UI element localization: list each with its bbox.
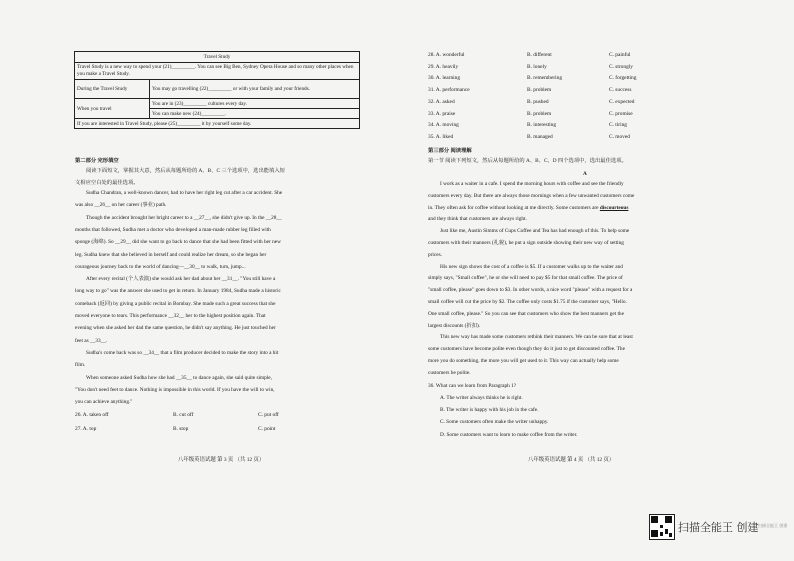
- passage-line: Just like me, Austin Simms of Cups Coffee and Tea has had enough of this. To help some: [440, 228, 630, 235]
- passage-line: One small coffee, please." So you can see that customers who show the best manners get the: [428, 310, 624, 317]
- instruction-line2: 文相应空白处的最佳选项。: [75, 180, 139, 186]
- passage-line: in. They often ask for coffee without looking at me directly. Some customers are discourteous: [428, 204, 629, 211]
- section-title-reading: 第三部分 阅读理解: [428, 148, 472, 154]
- option-34-b: B. interesting: [527, 122, 557, 129]
- section-title-cloze: 第二部分 完形填空: [75, 158, 119, 164]
- option-32-c: C. expected: [609, 98, 635, 105]
- passage-line: When someone asked Sudha how she had __35__ to dance again, she said quite simple,: [86, 374, 272, 381]
- table-row3-b: You can make new (24)_________.: [150, 109, 360, 119]
- passage-line: simply says, "Small coffee", he or she will need to pay $5 for that small coffee. The price of: [428, 275, 623, 282]
- reading-subtitle: 第一节 阅读下列短文，然后从每题所给的 A、B、C、D 四个选项中，选出最佳选项。: [428, 158, 627, 164]
- option-28-a: 28. A. wonderful: [428, 52, 465, 58]
- q27-b: B. stop: [173, 426, 189, 432]
- option-35-a: 35. A. liked: [428, 133, 454, 140]
- scanner-brand: 扫描全能王 创建: [678, 521, 759, 534]
- passage-line: largest discounts (折扣).: [428, 322, 481, 329]
- option-33-a: 33. A. praise: [428, 110, 456, 117]
- passage-line: sponge (海绵). So __29__ did she want to go back to dance that she had been fitted with her new: [75, 239, 281, 246]
- passage-line: more you do something, the more you will get used to it. This way can actually help some: [428, 358, 619, 364]
- option-29-a: 29. A. heavily: [428, 63, 459, 70]
- table-row4: If you are interested in Travel Study, please (25)_________ it by yourself some day.: [75, 119, 360, 129]
- option-34-a: 34. A. moving: [428, 122, 459, 129]
- passage-line: Sudha's come back was so __34__ that a film producer decided to make the story into a hit: [86, 349, 279, 356]
- option-35-c: C. moved: [609, 133, 630, 140]
- travel-study-table: [74, 51, 360, 129]
- q26-c: C. put off: [258, 412, 279, 418]
- passage-line: His new sign shows the cost of a coffee is $5. If a customer walks up to the waiter and: [440, 263, 623, 270]
- passage-line: leg. Sudha knew that she believed in herself and could realize her dream, so she began her: [75, 251, 267, 258]
- passage-line: After every recital (个人表演) she would ask her dad about her __31__. "You still have a: [86, 276, 276, 283]
- passage-line: prices.: [428, 251, 442, 258]
- passage-line: long way to go" was the answer she used to get in return. In January 1984, Sudha made a historic: [75, 288, 281, 295]
- q27-a: 27. A. top: [75, 426, 97, 432]
- passage-line: film.: [75, 362, 86, 369]
- q36-option: A. The writer always thinks he is right.: [440, 395, 523, 401]
- right-page: [397, 0, 794, 561]
- passage-line: This new way has made some customers rethink their manners. We can be sure that at least: [440, 334, 633, 341]
- passage-line: moved everyone to tears. This performance __32__ her to the highest position again. That: [75, 313, 266, 319]
- option-29-b: B. lonely: [527, 63, 547, 70]
- option-34-c: C. tiring: [609, 122, 627, 129]
- table-row2-label: During the Travel Study: [75, 80, 150, 99]
- option-32-a: 32. A. asked: [428, 98, 455, 105]
- q36-option: C. Some customers often make the writer unhappy.: [440, 419, 549, 426]
- option-33-c: C. promise: [609, 110, 633, 117]
- passage-line: months that followed, Sudha met a doctor who developed a man-made rubber leg filled with: [75, 226, 271, 233]
- passage-line: comeback (返回) by giving a public recital in Bombay. She made such a great success that she: [75, 300, 276, 307]
- table-row3-label: When you travel: [75, 99, 150, 119]
- passage-line: evening when she asked her dad the same question, he didn't say anything. He just touched her: [75, 325, 276, 332]
- qr-code-icon: [649, 514, 675, 540]
- passage-line: you can achieve anything.": [75, 399, 133, 406]
- option-33-b: B. problem: [527, 110, 552, 117]
- option-30-b: B. remembering: [527, 75, 563, 82]
- option-31-b: B. problem: [527, 87, 552, 94]
- passage-line: "You don't need feet to dance. Nothing is impossible in this world. If you have the will to win,: [75, 386, 275, 393]
- passage-line: Sudha Chandran, a well-known dancer, had to have her right leg cut after a car accident. She: [86, 190, 283, 196]
- option-31-c: C. success: [609, 87, 632, 94]
- q36-stem: 36. What can we learn from Paragraph 1?: [428, 383, 517, 389]
- q27-c: C. point: [258, 426, 276, 432]
- table-title: Travel Study: [75, 52, 360, 63]
- instruction-line1: 阅读下面短文，掌握其大意，然后从每题所给的 A、B、C 三个选项中，选出能填入短: [86, 168, 285, 174]
- passage-line: customers every day. But there are always those mornings when a few unwanted customers come: [428, 192, 635, 199]
- option-28-c: C. painful: [609, 52, 631, 58]
- q26-a: 26. A. taken off: [75, 412, 109, 418]
- table-row3-a: You are in (23)_________ cultures every day.: [150, 99, 360, 109]
- table-row1: Travel Study is a new way to spend your (21)_________. You can see Big Ben, Sydney Opera House and so many other places when you make a Travel Study.: [75, 63, 360, 80]
- passage-line: customers with their manners (礼貌), he put a sign outside showing their new way of setting: [428, 240, 624, 246]
- left-footer: 八年级英语试题 第 3 页 （共 12 页）: [178, 457, 265, 463]
- passage-line: Though the accident brought her bright career to a __27__, she didn't give up. In the __28__: [86, 214, 282, 221]
- passage-line: I work as a waiter in a cafe. I spend the morning hours with coffee and see the friendly: [440, 181, 624, 187]
- passage-line: feet as __33__.: [75, 337, 108, 344]
- q26-b: B. cut off: [173, 412, 194, 418]
- passage-line: some customers have become polite even though they do it just to get discounted coffee. The: [428, 346, 625, 353]
- q36-option: D. Some customers want to learn to make coffee from the writer.: [440, 431, 578, 438]
- passage-letter: A: [583, 171, 587, 177]
- option-29-c: C. strongly: [609, 63, 633, 70]
- q36-option: B. The writer is happy with his job in the cafe.: [440, 407, 539, 414]
- right-footer: 八年级英语试题 第 4 页 （共 12 页）: [528, 457, 615, 463]
- table-row2-text: You may go travelling (22)_________ or with your family and your friends.: [150, 80, 360, 99]
- option-35-b: B. managed: [527, 133, 553, 140]
- passage-line: "small coffee, please" goes down to $3. In other words, a nice word "please" with a request for a: [428, 287, 633, 294]
- option-30-a: 30. A. learning: [428, 75, 461, 82]
- passage-line: was also __26__ on her career (事业) path.: [75, 202, 167, 209]
- passage-line: and they think that customers are always right.: [428, 216, 527, 223]
- passage-line: small coffee will cut the price by $2. The coffee only costs $1.75 if the customer says, "Hello.: [428, 299, 627, 305]
- passage-line: customers be polite.: [428, 369, 471, 376]
- option-32-b: B. pushed: [527, 98, 549, 105]
- option-28-b: B. different: [527, 52, 552, 58]
- option-30-c: C. forgetting: [609, 75, 637, 82]
- passage-line: courageous journey back to the world of dancing—__30__ to walk, turn, jump...: [75, 263, 246, 270]
- scanner-watermark: 扫描全能王 创建: [758, 523, 788, 528]
- option-31-a: 31. A. performance: [428, 87, 470, 94]
